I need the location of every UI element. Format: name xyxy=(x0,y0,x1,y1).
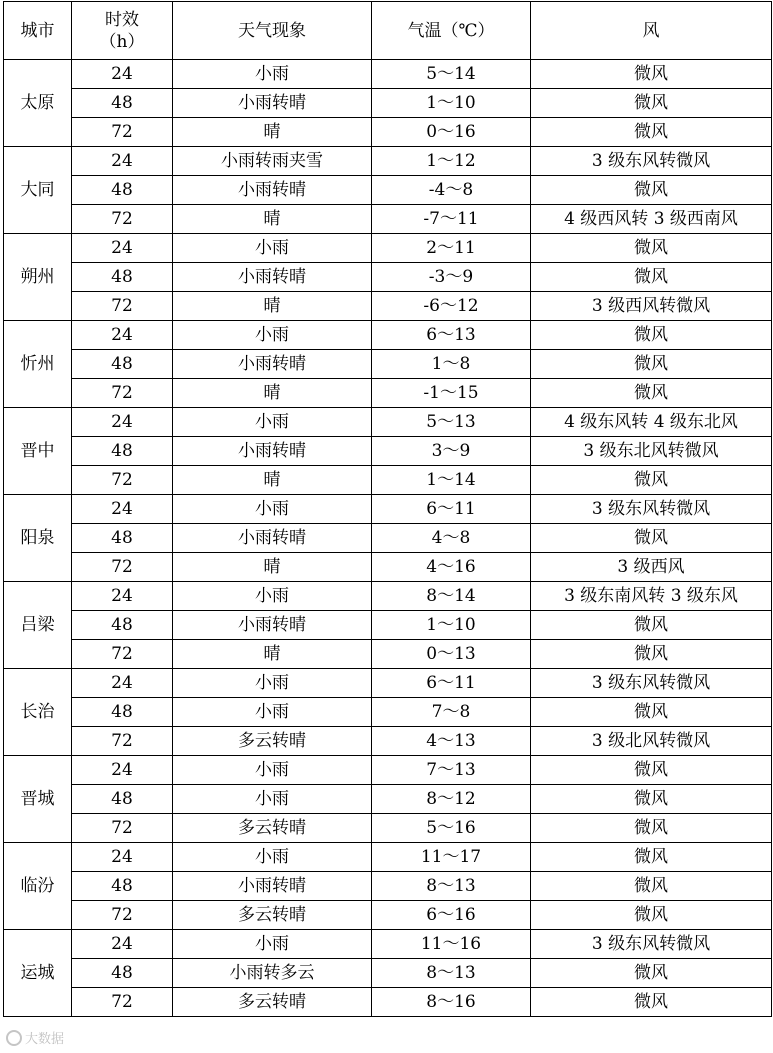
table-row xyxy=(4,727,772,756)
city-name-cell: 吕梁 xyxy=(4,582,72,669)
hours-cell: 48 xyxy=(72,785,173,814)
city-name-cell: 太原 xyxy=(4,60,72,147)
wind-cell: 微风 xyxy=(531,959,772,988)
temperature-cell: 4～8 xyxy=(372,524,531,553)
wind-cell: 3 级西风转微风 xyxy=(531,292,772,321)
city-name-cell: 长治 xyxy=(4,669,72,756)
wind-cell: 微风 xyxy=(531,234,772,263)
hours-cell: 72 xyxy=(72,988,173,1017)
header-city: 城市 xyxy=(4,2,72,60)
table-row xyxy=(4,118,772,147)
weather-cell: 小雨 xyxy=(173,408,372,437)
hours-cell: 48 xyxy=(72,698,173,727)
wind-cell: 3 级北风转微风 xyxy=(531,727,772,756)
table-row xyxy=(4,756,772,785)
weather-cell: 小雨转晴 xyxy=(173,872,372,901)
hours-cell: 48 xyxy=(72,350,173,379)
city-name-cell: 晋城 xyxy=(4,756,72,843)
temperature-cell: 3～9 xyxy=(372,437,531,466)
hours-cell: 48 xyxy=(72,263,173,292)
hours-cell: 72 xyxy=(72,727,173,756)
temperature-cell: 6～13 xyxy=(372,321,531,350)
temperature-cell: 0～16 xyxy=(372,118,531,147)
temperature-cell: 8～12 xyxy=(372,785,531,814)
temperature-cell: 8～13 xyxy=(372,872,531,901)
weather-cell: 晴 xyxy=(173,118,372,147)
weather-cell: 晴 xyxy=(173,640,372,669)
wind-cell: 3 级西风 xyxy=(531,553,772,582)
hours-cell: 24 xyxy=(72,843,173,872)
weather-cell: 小雨转晴 xyxy=(173,263,372,292)
wind-cell: 微风 xyxy=(531,756,772,785)
temperature-cell: 11～16 xyxy=(372,930,531,959)
weather-cell: 多云转晴 xyxy=(173,814,372,843)
wind-cell: 微风 xyxy=(531,785,772,814)
temperature-cell: 11～17 xyxy=(372,843,531,872)
weather-cell: 小雨转晴 xyxy=(173,176,372,205)
city-name-cell: 忻州 xyxy=(4,321,72,408)
table-row xyxy=(4,205,772,234)
weather-cell: 多云转晴 xyxy=(173,727,372,756)
city-name-cell: 大同 xyxy=(4,147,72,234)
weather-cell: 小雨 xyxy=(173,582,372,611)
table-row xyxy=(4,292,772,321)
hours-cell: 72 xyxy=(72,553,173,582)
weather-cell: 小雨转晴 xyxy=(173,437,372,466)
hours-cell: 72 xyxy=(72,814,173,843)
weather-cell: 小雨转晴 xyxy=(173,524,372,553)
weather-cell: 小雨转雨夹雪 xyxy=(173,147,372,176)
table-row xyxy=(4,60,772,89)
weather-cell: 晴 xyxy=(173,379,372,408)
city-name-cell: 临汾 xyxy=(4,843,72,930)
temperature-cell: 7～8 xyxy=(372,698,531,727)
temperature-cell: -6～12 xyxy=(372,292,531,321)
hours-cell: 48 xyxy=(72,89,173,118)
wind-cell: 3 级东风转微风 xyxy=(531,930,772,959)
temperature-cell: 5～14 xyxy=(372,60,531,89)
hours-cell: 24 xyxy=(72,408,173,437)
wind-cell: 微风 xyxy=(531,60,772,89)
temperature-cell: 7～13 xyxy=(372,756,531,785)
city-name-cell: 阳泉 xyxy=(4,495,72,582)
temperature-cell: -1～15 xyxy=(372,379,531,408)
table-row xyxy=(4,234,772,263)
city-name-cell: 朔州 xyxy=(4,234,72,321)
hours-cell: 72 xyxy=(72,118,173,147)
temperature-cell: 6～16 xyxy=(372,901,531,930)
table-row xyxy=(4,176,772,205)
weather-cell: 小雨转晴 xyxy=(173,611,372,640)
forecast-body xyxy=(4,60,772,1017)
hours-cell: 48 xyxy=(72,611,173,640)
temperature-cell: -7～11 xyxy=(372,205,531,234)
city-name-cell: 运城 xyxy=(4,930,72,1017)
weather-cell: 小雨 xyxy=(173,321,372,350)
table-row xyxy=(4,321,772,350)
watermark xyxy=(6,1028,64,1047)
temperature-cell: 6～11 xyxy=(372,669,531,698)
table-row xyxy=(4,959,772,988)
table-row xyxy=(4,553,772,582)
hours-cell: 48 xyxy=(72,524,173,553)
wind-cell: 微风 xyxy=(531,524,772,553)
hours-cell: 24 xyxy=(72,147,173,176)
city-name-cell: 晋中 xyxy=(4,408,72,495)
hours-cell: 72 xyxy=(72,205,173,234)
header-hours xyxy=(72,2,173,60)
table-row xyxy=(4,698,772,727)
temperature-cell: 1～14 xyxy=(372,466,531,495)
weather-cell: 多云转晴 xyxy=(173,988,372,1017)
temperature-cell: 4～13 xyxy=(372,727,531,756)
hours-cell: 24 xyxy=(72,582,173,611)
weather-cell: 晴 xyxy=(173,466,372,495)
forecast-table xyxy=(3,1,772,1017)
hours-cell: 72 xyxy=(72,466,173,495)
weather-cell: 小雨转多云 xyxy=(173,959,372,988)
temperature-cell: 5～16 xyxy=(372,814,531,843)
hours-cell: 24 xyxy=(72,756,173,785)
wind-cell: 微风 xyxy=(531,988,772,1017)
hours-cell: 24 xyxy=(72,930,173,959)
wind-cell: 微风 xyxy=(531,640,772,669)
table-row xyxy=(4,843,772,872)
hours-cell: 48 xyxy=(72,437,173,466)
weather-cell: 晴 xyxy=(173,553,372,582)
weather-cell: 小雨转晴 xyxy=(173,89,372,118)
wind-cell: 微风 xyxy=(531,89,772,118)
temperature-cell: 8～14 xyxy=(372,582,531,611)
header-temperature: 气温（℃） xyxy=(372,2,531,60)
weather-cell: 多云转晴 xyxy=(173,901,372,930)
hours-cell: 72 xyxy=(72,901,173,930)
table-row xyxy=(4,930,772,959)
wind-cell: 微风 xyxy=(531,118,772,147)
header-wind: 风 xyxy=(531,2,772,60)
table-row xyxy=(4,872,772,901)
hours-cell: 48 xyxy=(72,959,173,988)
table-row xyxy=(4,640,772,669)
table-row xyxy=(4,582,772,611)
weather-cell: 小雨 xyxy=(173,669,372,698)
hours-cell: 72 xyxy=(72,640,173,669)
weather-cell: 小雨转晴 xyxy=(173,350,372,379)
temperature-cell: -3～9 xyxy=(372,263,531,292)
temperature-cell: 0～13 xyxy=(372,640,531,669)
hours-cell: 72 xyxy=(72,292,173,321)
wind-cell: 微风 xyxy=(531,466,772,495)
table-row xyxy=(4,669,772,698)
header-hours-line1: 时效 xyxy=(105,9,139,30)
wind-cell: 4 级西风转 3 级西南风 xyxy=(531,205,772,234)
table-row xyxy=(4,466,772,495)
watermark-logo-icon xyxy=(6,1030,22,1046)
temperature-cell: 8～13 xyxy=(372,959,531,988)
temperature-cell: 5～13 xyxy=(372,408,531,437)
temperature-cell: 1～10 xyxy=(372,89,531,118)
table-row xyxy=(4,524,772,553)
wind-cell: 3 级东北风转微风 xyxy=(531,437,772,466)
wind-cell: 微风 xyxy=(531,843,772,872)
weather-cell: 小雨 xyxy=(173,234,372,263)
temperature-cell: 2～11 xyxy=(372,234,531,263)
weather-cell: 小雨 xyxy=(173,60,372,89)
weather-cell: 小雨 xyxy=(173,698,372,727)
table-row xyxy=(4,379,772,408)
temperature-cell: 8～16 xyxy=(372,988,531,1017)
table-row xyxy=(4,263,772,292)
wind-cell: 微风 xyxy=(531,176,772,205)
wind-cell: 3 级东风转微风 xyxy=(531,495,772,524)
table-row xyxy=(4,814,772,843)
wind-cell: 微风 xyxy=(531,698,772,727)
wind-cell: 微风 xyxy=(531,872,772,901)
wind-cell: 4 级东风转 4 级东北风 xyxy=(531,408,772,437)
temperature-cell: 4～16 xyxy=(372,553,531,582)
temperature-cell: 1～10 xyxy=(372,611,531,640)
wind-cell: 微风 xyxy=(531,350,772,379)
table-row xyxy=(4,785,772,814)
header-row xyxy=(4,2,772,60)
wind-cell: 微风 xyxy=(531,814,772,843)
table-row xyxy=(4,495,772,524)
wind-cell: 微风 xyxy=(531,321,772,350)
table-row xyxy=(4,901,772,930)
wind-cell: 微风 xyxy=(531,901,772,930)
hours-cell: 24 xyxy=(72,495,173,524)
weather-cell: 小雨 xyxy=(173,930,372,959)
temperature-cell: 1～8 xyxy=(372,350,531,379)
watermark-text: 大数据 xyxy=(25,1032,65,1047)
header-weather: 天气现象 xyxy=(173,2,372,60)
table-row xyxy=(4,988,772,1017)
hours-cell: 24 xyxy=(72,60,173,89)
weather-cell: 小雨 xyxy=(173,495,372,524)
table-row xyxy=(4,437,772,466)
table-row xyxy=(4,89,772,118)
wind-cell: 微风 xyxy=(531,611,772,640)
temperature-cell: -4～8 xyxy=(372,176,531,205)
weather-cell: 晴 xyxy=(173,205,372,234)
hours-cell: 72 xyxy=(72,379,173,408)
temperature-cell: 6～11 xyxy=(372,495,531,524)
table-row xyxy=(4,611,772,640)
table-row xyxy=(4,408,772,437)
wind-cell: 微风 xyxy=(531,263,772,292)
temperature-cell: 1～12 xyxy=(372,147,531,176)
table-row xyxy=(4,147,772,176)
weather-cell: 小雨 xyxy=(173,785,372,814)
weather-cell: 晴 xyxy=(173,292,372,321)
hours-cell: 48 xyxy=(72,176,173,205)
wind-cell: 微风 xyxy=(531,379,772,408)
wind-cell: 3 级东南风转 3 级东风 xyxy=(531,582,772,611)
header-hours-line2: （h） xyxy=(99,31,145,52)
weather-cell: 小雨 xyxy=(173,756,372,785)
wind-cell: 3 级东风转微风 xyxy=(531,669,772,698)
hours-cell: 24 xyxy=(72,234,173,263)
hours-cell: 24 xyxy=(72,321,173,350)
wind-cell: 3 级东风转微风 xyxy=(531,147,772,176)
table-row xyxy=(4,350,772,379)
weather-cell: 小雨 xyxy=(173,843,372,872)
hours-cell: 24 xyxy=(72,669,173,698)
hours-cell: 48 xyxy=(72,872,173,901)
